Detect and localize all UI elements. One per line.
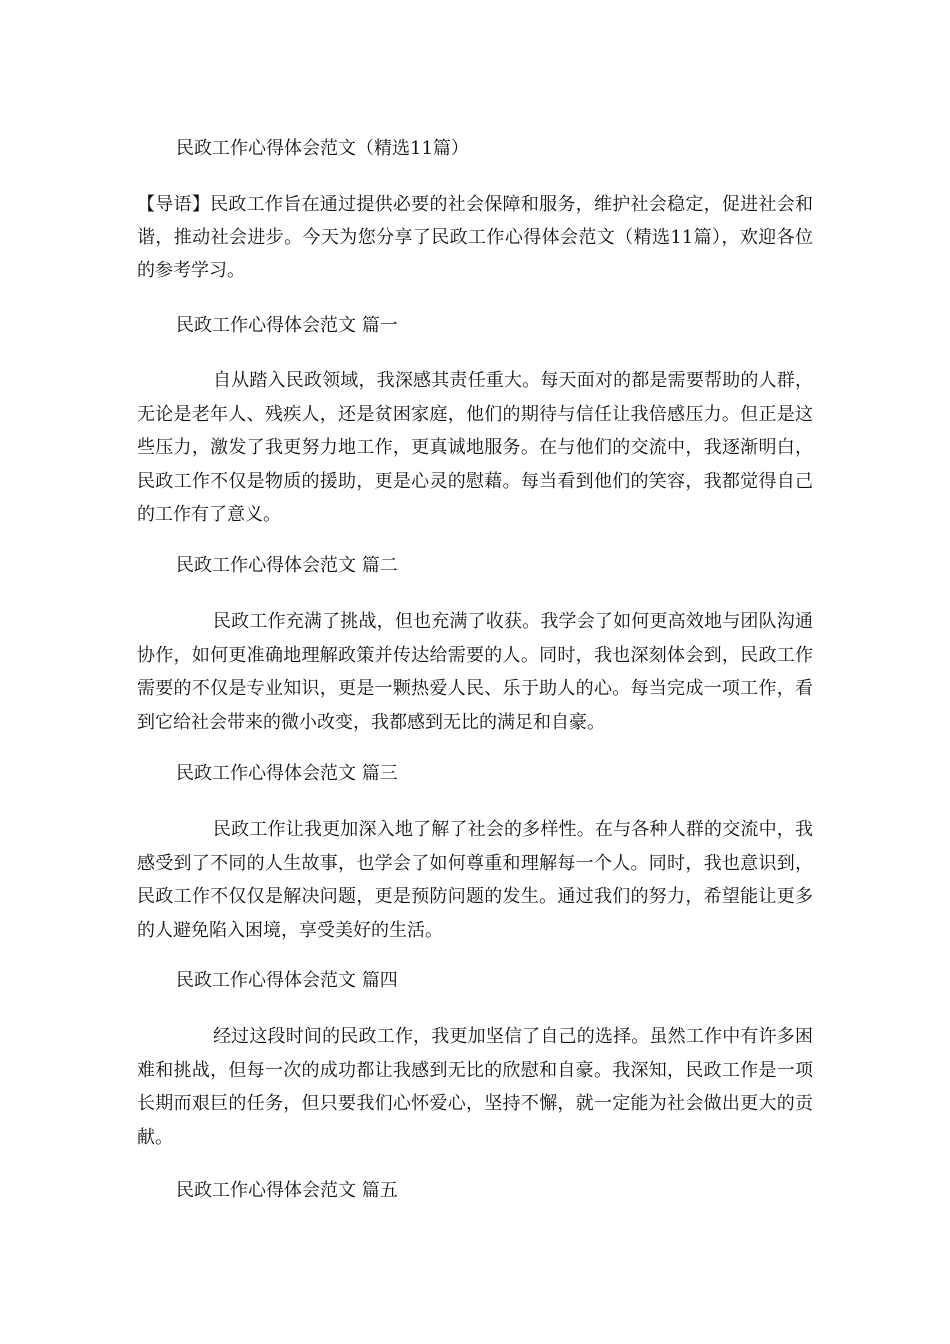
section-heading-1: 民政工作心得体会范文 篇一: [176, 315, 398, 336]
section-body-3: 民政工作让我更加深入地了解了社会的多样性。在与各种人群的交流中，我感受到了不同的人生故事，也学会了如何尊重和理解每一个人。同时，我也意识到，民政工作不仅仅是解决问题，更是预防问题的发生。通过我们的努力，希望能让更多的人避免陷入困境，享受美好的生活。: [137, 819, 813, 941]
document-title: 民政工作心得体会范文（精选11篇）: [176, 138, 469, 159]
section-body-1: 自从踏入民政领域，我深感其责任重大。每天面对的都是需要帮助的人群，无论是老年人、残疾人，还是贫困家庭，他们的期待与信任让我倍感压力。但正是这些压力，激发了我更努力地工作，更真诚地服务。在与他们的交流中，我逐渐明白，民政工作不仅是物质的援助，更是心灵的慰藉。每当看到他们的笑容，我都觉得自己的工作有了意义。: [137, 370, 813, 526]
intro-paragraph: 【导语】民政工作旨在通过提供必要的社会保障和服务，维护社会稳定，促进社会和谐，推动社会进步。今天为您分享了民政工作心得体会范文（精选11篇），欢迎各位的参考学习。: [137, 194, 813, 281]
section-body-2: 民政工作充满了挑战，但也充满了收获。我学会了如何更高效地与团队沟通协作，如何更准确地理解政策并传达给需要的人。同时，我也深刻体会到，民政工作需要的不仅是专业知识，更是一颗热爱人民、乐于助人的心。每当完成一项工作，看到它给社会带来的微小改变，我都感到无比的满足和自豪。: [137, 611, 813, 733]
section-heading-2: 民政工作心得体会范文 篇二: [176, 555, 398, 576]
section-heading-5: 民政工作心得体会范文 篇五: [176, 1180, 398, 1201]
section-body-4: 经过这段时间的民政工作，我更加坚信了自己的选择。虽然工作中有许多困难和挑战，但每一次的成功都让我感到无比的欣慰和自豪。我深知，民政工作是一项长期而艰巨的任务，但只要我们心怀爱心，坚持不懈，就一定能为社会做出更大的贡献。: [137, 1026, 813, 1148]
section-heading-3: 民政工作心得体会范文 篇三: [176, 763, 398, 784]
section-heading-4: 民政工作心得体会范文 篇四: [176, 970, 398, 991]
